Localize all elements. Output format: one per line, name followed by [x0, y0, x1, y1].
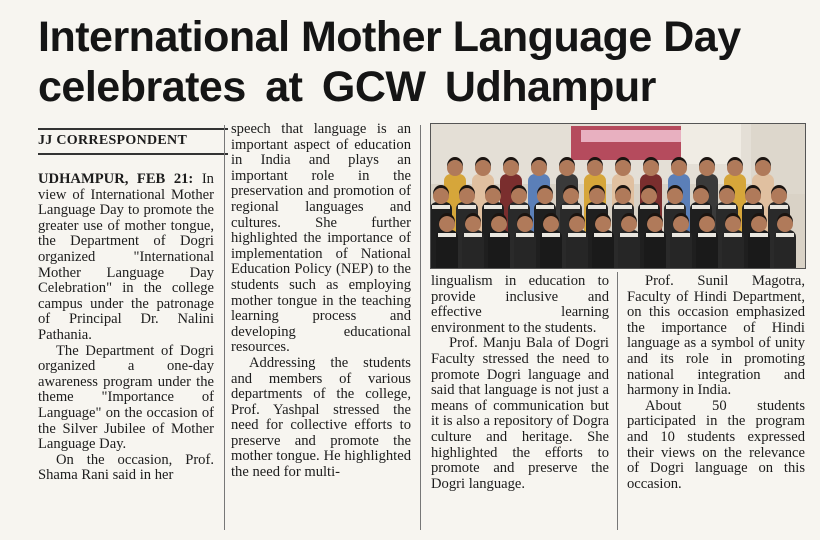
- person-head: [771, 188, 787, 204]
- person-head: [777, 216, 793, 232]
- person-scarf: [620, 233, 638, 237]
- person-head: [595, 216, 611, 232]
- person-scarf: [432, 205, 450, 209]
- person-head: [511, 188, 527, 204]
- person-scarf: [692, 205, 710, 209]
- col3-paragraph-1: lingualism in education to provide inclusive and effective learning environment to the students.: [431, 273, 609, 336]
- person-head: [647, 216, 663, 232]
- person-head: [589, 188, 605, 204]
- headline: [38, 12, 808, 112]
- person-scarf: [744, 205, 762, 209]
- person-head: [693, 188, 709, 204]
- person-scarf: [568, 233, 586, 237]
- person-scarf: [750, 233, 768, 237]
- person-head: [439, 216, 455, 232]
- person-scarf: [562, 205, 580, 209]
- column-4: [627, 274, 805, 492]
- person-head: [719, 188, 735, 204]
- person-head: [727, 160, 743, 176]
- person-head: [531, 160, 547, 176]
- person-scarf: [646, 233, 664, 237]
- person-scarf: [776, 233, 794, 237]
- byline-rule-top: [38, 128, 228, 130]
- column-1: [38, 172, 214, 484]
- person-head: [621, 216, 637, 232]
- person-head: [563, 188, 579, 204]
- col4-paragraph-2: About 50 students participated in the program and 10 students expressed their views on the relevance of Dogri language on this occasion.: [627, 397, 805, 492]
- person-scarf: [438, 233, 456, 237]
- person-head: [587, 160, 603, 176]
- group-photo-image: [431, 124, 805, 268]
- person-head: [745, 188, 761, 204]
- person-head: [433, 188, 449, 204]
- person-scarf: [516, 233, 534, 237]
- person-head: [447, 160, 463, 176]
- person-head: [485, 188, 501, 204]
- person-scarf: [724, 233, 742, 237]
- person-scarf: [490, 233, 508, 237]
- person-scarf: [672, 233, 690, 237]
- group-photo: [430, 123, 806, 269]
- person-scarf: [464, 233, 482, 237]
- person-head: [643, 160, 659, 176]
- person-head: [503, 160, 519, 176]
- person-head: [641, 188, 657, 204]
- person-head: [559, 160, 575, 176]
- person-scarf: [614, 205, 632, 209]
- person-scarf: [718, 205, 736, 209]
- person-head: [615, 188, 631, 204]
- col3-paragraph-2: Prof. Manju Bala of Dogri Faculty stressed the need to promote Dogri language and said that language is not just a means of communication but it is also a repository of Dogra culture and heritage. She highlighted the efforts to promote and preserve the Dogri language.: [431, 335, 609, 492]
- person-head: [459, 188, 475, 204]
- person-head: [517, 216, 533, 232]
- person-head: [543, 216, 559, 232]
- person-scarf: [698, 233, 716, 237]
- person-scarf: [510, 205, 528, 209]
- headline-line-2: celebrates at GCW Udhampur: [38, 63, 656, 111]
- col2-paragraph-2: Addressing the students and members of various departments of the college, Prof. Yashpal stressed the need for collective efforts to preserve and promote the mother tongue. He highlighted the need for multi-: [231, 354, 411, 481]
- person-head: [491, 216, 507, 232]
- column-rule-2: [420, 125, 421, 530]
- headline-line-1: International Mother Language Day: [38, 13, 741, 61]
- person-head: [699, 216, 715, 232]
- person-head: [755, 160, 771, 176]
- person-head: [465, 216, 481, 232]
- column-3: [431, 274, 609, 492]
- dateline: UDHAMPUR, FEB 21:: [38, 171, 194, 187]
- dateline-paragraph: [38, 172, 214, 344]
- person-scarf: [594, 233, 612, 237]
- person-head: [475, 160, 491, 176]
- column-rule-3: [617, 272, 618, 530]
- person-scarf: [542, 233, 560, 237]
- person-head: [569, 216, 585, 232]
- person-scarf: [770, 205, 788, 209]
- person-head: [725, 216, 741, 232]
- column-rule-1: [224, 125, 225, 530]
- column-2: [231, 122, 411, 481]
- byline-rule-bottom: [38, 153, 228, 155]
- person-scarf: [458, 205, 476, 209]
- person-head: [615, 160, 631, 176]
- person-head: [751, 216, 767, 232]
- person-scarf: [666, 205, 684, 209]
- person-scarf: [536, 205, 554, 209]
- person-scarf: [588, 205, 606, 209]
- col1-paragraph-1: In view of International Mother Language Day to promote the greater use of mother tongue, the Department of Dogri organized "International Mother Language Day Celebration" in the college campus under the patronage of Principal Dr. Nalini Pathania.: [38, 171, 214, 343]
- person-scarf: [640, 205, 658, 209]
- col4-paragraph-1: Prof. Sunil Magotra, Faculty of Hindi Department, on this occasion emphasized the importance of Hindi language as a symbol of unity and its role in promoting national integration and harmony in India.: [627, 273, 805, 399]
- person-head: [673, 216, 689, 232]
- person-scarf: [484, 205, 502, 209]
- person-head: [537, 188, 553, 204]
- byline: JJ CORRESPONDENT: [38, 133, 188, 148]
- person-head: [667, 188, 683, 204]
- person-head: [671, 160, 687, 176]
- person-head: [699, 160, 715, 176]
- col1-paragraph-3: On the occasion, Prof. Shama Rani said in her: [38, 451, 214, 484]
- col2-paragraph-1: speech that language is an important aspect of education in India and plays an important role in the preservation and promotion of regional languages and cultures. She further highlighted the importance of implementation of National Education Policy (NEP) to the students such as employing mother tongue in the teaching learning process and developing educational resources.: [231, 121, 411, 356]
- col1-paragraph-2: The Department of Dogri organized a one-day awareness program under the theme "Importance of Language" on the occasion of the Silver Jubilee of Mother Language Day.: [38, 342, 214, 453]
